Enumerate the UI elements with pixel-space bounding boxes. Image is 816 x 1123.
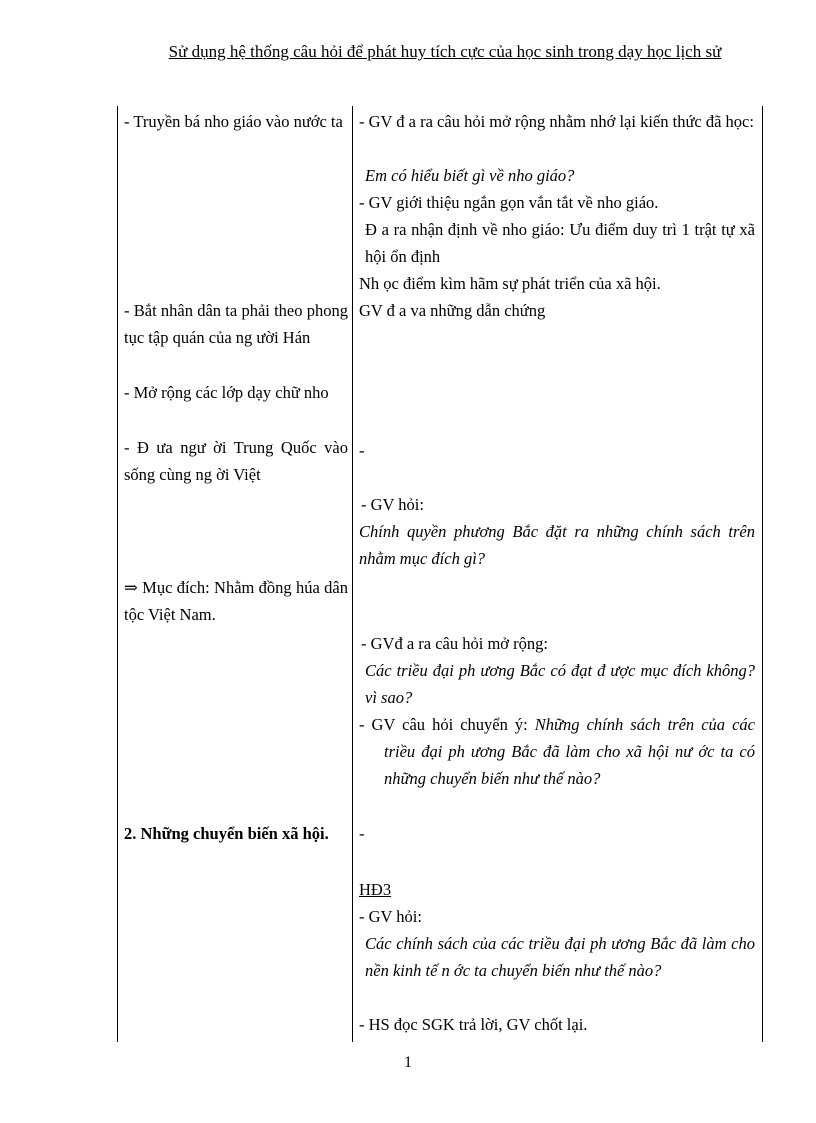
right-item-dan-chung: GV đ a va những dẫn chứng — [359, 301, 546, 320]
right-item-gv-mo-rong: - GVđ a ra câu hỏi mở rộng: — [361, 634, 548, 653]
right-item-question-kinh-te: Các chính sách của các triều đại ph ương Bắc đã làm cho nền kinh tế n ớc ta chuyển biến như thế nào? — [365, 934, 755, 980]
right-item-dash-2: - — [359, 824, 365, 843]
left-item-chu-nho: - Mở rộng các lớp dạy chữ nho — [124, 383, 329, 402]
right-item-dash: - — [359, 441, 365, 460]
table-border-right — [762, 106, 763, 1042]
right-item-nhan-dinh: Đ a ra nhận định về nho giáo: Ưu điểm duy trì 1 trật tự xã hội ổn định — [365, 220, 755, 266]
table-border-left — [117, 106, 118, 1042]
right-item-gv-hoi-2: - GV hỏi: — [359, 907, 422, 926]
activity-label-hd3: HĐ3 — [359, 880, 392, 899]
table-border-middle — [352, 106, 353, 1042]
document-title: Sử dụng hệ thống câu hỏi để phát huy tích cực của học sinh trong dạy học lịch sử — [168, 42, 722, 61]
chuyen-y-label: - GV câu hỏi chuyển ý: — [359, 715, 535, 734]
right-item-question-nho-giao: Em có hiểu biết gì về nho giáo? — [365, 166, 575, 185]
left-item-muc-dich: ⇒ Mục đích: Nhằm đồng húa dân tộc Việt Nam. — [124, 578, 348, 624]
right-item-hs-tra-loi: - HS đọc SGK trả lời, GV chốt lại. — [359, 1015, 588, 1034]
right-item-chuyen-y — [359, 711, 755, 792]
right-item-nhuoc-diem: Nh ọc điểm kìm hãm sự phát triển của xã hội. — [359, 274, 661, 293]
left-item-phong-tuc: - Bắt nhân dân ta phải theo phong tục tập quán của ng ười Hán — [124, 301, 348, 347]
right-item-question-dat-muc-dich: Các triều đại ph ương Bắc có đạt đ ược mục đích không? vì sao? — [365, 661, 755, 707]
right-item-gv-cau-hoi: - GV đ a ra câu hỏi mở rộng nhằm nhớ lại kiến thức đã học: — [359, 112, 754, 131]
right-item-question-muc-dich: Chính quyền phương Bắc đặt ra những chính sách trên nhằm mục đích gì? — [359, 522, 755, 568]
page-number: 1 — [404, 1054, 412, 1071]
left-item-nguoi-trung-quoc: - Đ ưa ngư ời Trung Quốc vào sống cùng ng ời Việt — [124, 438, 348, 484]
right-item-gv-hoi: - GV hỏi: — [361, 495, 424, 514]
right-item-gv-gioi-thieu: - GV giới thiệu ngắn gọn vắn tắt về nho giáo. — [359, 193, 659, 212]
chuyen-y-question: Những chính sách trên của các triều đại ph ương Bắc đã làm cho xã hội nư ớc ta có những chuyển biến như thế nào? — [384, 715, 755, 788]
left-item-nho-giao: - Truyền bá nho giáo vào nước ta — [124, 112, 343, 131]
section-heading-chuyen-bien: 2. Những chuyển biến xã hội. — [124, 824, 329, 843]
